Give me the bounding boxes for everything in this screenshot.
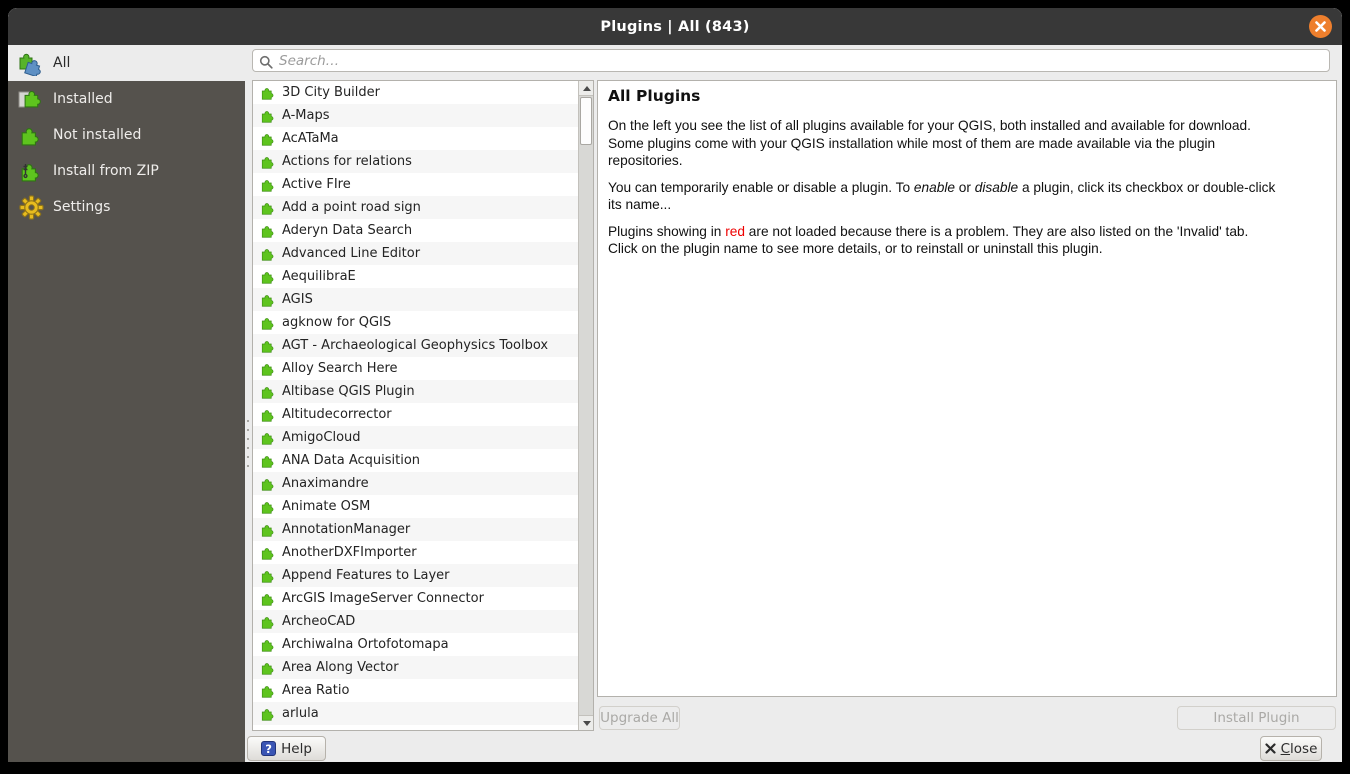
plugin-list-item[interactable] xyxy=(253,173,579,196)
sidebar-item-label: Installed xyxy=(53,91,113,107)
plugin-name: ANA Data Acquisition xyxy=(282,453,421,468)
plugin-list-item[interactable] xyxy=(253,288,579,311)
puzzle-zip-icon xyxy=(18,158,44,184)
sidebar xyxy=(8,45,245,762)
plugin-name: AGIS xyxy=(282,292,313,307)
plugin-icon xyxy=(260,223,275,238)
plugin-name: Area Ratio xyxy=(282,683,350,698)
plugin-icon xyxy=(260,315,275,330)
sidebar-item-all[interactable] xyxy=(8,45,245,81)
sidebar-item-settings[interactable] xyxy=(8,189,245,225)
plugin-icon xyxy=(260,292,275,307)
gear-icon xyxy=(18,194,44,220)
plugin-list-item[interactable] xyxy=(253,702,579,725)
plugin-name: arlula xyxy=(282,706,319,721)
upgrade-all-button[interactable]: Upgrade All xyxy=(599,706,680,730)
plugin-list-item[interactable] xyxy=(253,679,579,702)
plugin-icon xyxy=(260,499,275,514)
detail-panel xyxy=(597,80,1337,697)
help-button[interactable] xyxy=(247,736,326,761)
plugin-name: Actions for relations xyxy=(282,154,412,169)
sidebar-item-install-from-zip[interactable] xyxy=(8,153,245,189)
plugin-icon xyxy=(260,177,275,192)
plugin-name: Area Along Vector xyxy=(282,660,399,675)
content-area xyxy=(245,45,1342,762)
titlebar[interactable] xyxy=(8,8,1342,45)
plugin-icon xyxy=(260,430,275,445)
plugin-icon xyxy=(260,407,275,422)
plugin-list-item[interactable] xyxy=(253,495,579,518)
plugin-name: AmigoCloud xyxy=(282,430,361,445)
sidebar-item-label: All xyxy=(53,55,71,71)
plugin-icon xyxy=(260,637,275,652)
plugin-icon xyxy=(260,154,275,169)
plugin-icon xyxy=(260,683,275,698)
plugin-list-item[interactable] xyxy=(253,725,579,730)
plugin-name: Aderyn Data Search xyxy=(282,223,413,238)
detail-paragraphs: On the left you see the list of all plugins available for your QGIS, both installed and available for download. Some plugins come with your QGIS installation while most of them are made available via the plugin repositories. You can temporarily enable or disable a plugin. To enable or disable a plugin, click its checkbox or double-click its name... Plugins showing in red are not loaded because there is a problem. They are also listed on the 'Invalid' tab. Click on the plugin name to see more details, or to reinstall or uninstall this plugin. xyxy=(608,118,1276,256)
sidebar-item-label: Not installed xyxy=(53,127,142,143)
puzzle-installed-icon xyxy=(18,86,44,112)
scroll-down-icon[interactable] xyxy=(579,715,594,730)
plugin-icon xyxy=(260,729,275,730)
plugin-list-item[interactable] xyxy=(253,472,579,495)
plugin-name: Anaximandre xyxy=(282,476,369,491)
plugin-list-item[interactable] xyxy=(253,311,579,334)
scrollbar-thumb[interactable] xyxy=(580,97,592,145)
plugin-name: A-Maps xyxy=(282,108,330,123)
plugin-list-item[interactable] xyxy=(253,587,579,610)
plugin-list-item[interactable] xyxy=(253,426,579,449)
help-icon: ? xyxy=(261,741,276,756)
sidebar-item-label: Settings xyxy=(53,199,111,215)
window-title: Plugins | All (843) xyxy=(600,18,750,35)
plugin-name: 3D City Builder xyxy=(282,85,381,100)
plugin-list-item[interactable] xyxy=(253,610,579,633)
plugin-name: Altitudecorrector xyxy=(282,407,392,422)
plugin-icon xyxy=(260,522,275,537)
plugin-name: agknow for QGIS xyxy=(282,315,392,330)
sidebar-item-not-installed[interactable] xyxy=(8,117,245,153)
puzzle-icon xyxy=(18,122,44,148)
plugin-icon xyxy=(260,108,275,123)
plugin-list-item[interactable] xyxy=(253,449,579,472)
close-icon xyxy=(1315,21,1326,32)
help-button-label: Help xyxy=(281,740,312,757)
plugin-list-item[interactable] xyxy=(253,656,579,679)
plugin-list-item[interactable] xyxy=(253,81,579,104)
window-close-button[interactable] xyxy=(1309,15,1332,38)
plugin-list-panel xyxy=(252,80,594,731)
plugin-icon xyxy=(260,453,275,468)
plugin-icon xyxy=(260,568,275,583)
plugin-name: Add a point road sign xyxy=(282,200,421,215)
plugin-name: AequilibraE xyxy=(282,269,356,284)
plugin-list-item[interactable] xyxy=(253,219,579,242)
close-x-icon xyxy=(1265,743,1276,754)
plugin-list-item[interactable] xyxy=(253,518,579,541)
close-button[interactable] xyxy=(1260,736,1322,761)
scrollbar[interactable] xyxy=(578,81,593,730)
plugin-icon xyxy=(260,85,275,100)
plugin-name: AGT - Archaeological Geophysics Toolbox xyxy=(282,338,549,353)
plugin-name: Advanced Line Editor xyxy=(282,246,421,261)
plugin-icon xyxy=(260,384,275,399)
plugin-name: AnnotationManager xyxy=(282,522,411,537)
plugin-name: Altibase QGIS Plugin xyxy=(282,384,415,399)
plugin-icon xyxy=(260,614,275,629)
plugin-icon xyxy=(260,660,275,675)
search-icon xyxy=(259,54,273,73)
plugin-name: Alloy Search Here xyxy=(282,361,398,376)
plugin-list-item[interactable] xyxy=(253,104,579,127)
sidebar-item-label: Install from ZIP xyxy=(53,163,159,179)
plugin-name: AnotherDXFImporter xyxy=(282,545,417,560)
install-plugin-button[interactable]: Install Plugin xyxy=(1177,706,1336,730)
plugin-list-item[interactable] xyxy=(253,127,579,150)
puzzle-pair-icon xyxy=(18,50,44,76)
plugin-list-item[interactable] xyxy=(253,334,579,357)
plugin-icon xyxy=(260,338,275,353)
plugin-name: Append Features to Layer xyxy=(282,568,450,583)
plugin-icon xyxy=(260,246,275,261)
scroll-up-icon[interactable] xyxy=(579,81,594,96)
plugin-icon xyxy=(260,200,275,215)
plugin-icon xyxy=(260,476,275,491)
plugin-list-item[interactable] xyxy=(253,564,579,587)
plugin-list-item[interactable] xyxy=(253,633,579,656)
plugin-icon xyxy=(260,269,275,284)
plugin-list-item[interactable] xyxy=(253,380,579,403)
plugin-name: ArcGIS ImageServer Connector xyxy=(282,591,484,606)
splitter-handle[interactable] xyxy=(245,388,251,498)
detail-panel-title: All Plugins xyxy=(608,87,701,105)
plugin-name: Animate OSM xyxy=(282,499,371,514)
plugin-name: Active FIre xyxy=(282,177,351,192)
plugin-name: Archiwalna Ortofotomapa xyxy=(282,637,449,652)
plugin-list-item[interactable] xyxy=(253,357,579,380)
plugin-list xyxy=(253,81,579,730)
plugin-icon xyxy=(260,131,275,146)
plugin-list-item[interactable] xyxy=(253,196,579,219)
plugin-list-item[interactable] xyxy=(253,150,579,173)
plugin-list-item[interactable] xyxy=(253,242,579,265)
plugin-name: AcATaMa xyxy=(282,131,339,146)
plugin-icon xyxy=(260,545,275,560)
search-input[interactable] xyxy=(252,49,1330,72)
plugin-icon xyxy=(260,591,275,606)
plugin-list-item[interactable] xyxy=(253,403,579,426)
plugin-name: ArcheoCAD xyxy=(282,614,356,629)
sidebar-item-installed[interactable] xyxy=(8,81,245,117)
plugin-icon xyxy=(260,361,275,376)
close-button-label: Close xyxy=(1280,740,1318,757)
plugin-manager-dialog xyxy=(8,8,1342,762)
plugin-list-item[interactable] xyxy=(253,265,579,288)
plugin-icon xyxy=(260,706,275,721)
plugin-list-item[interactable] xyxy=(253,541,579,564)
